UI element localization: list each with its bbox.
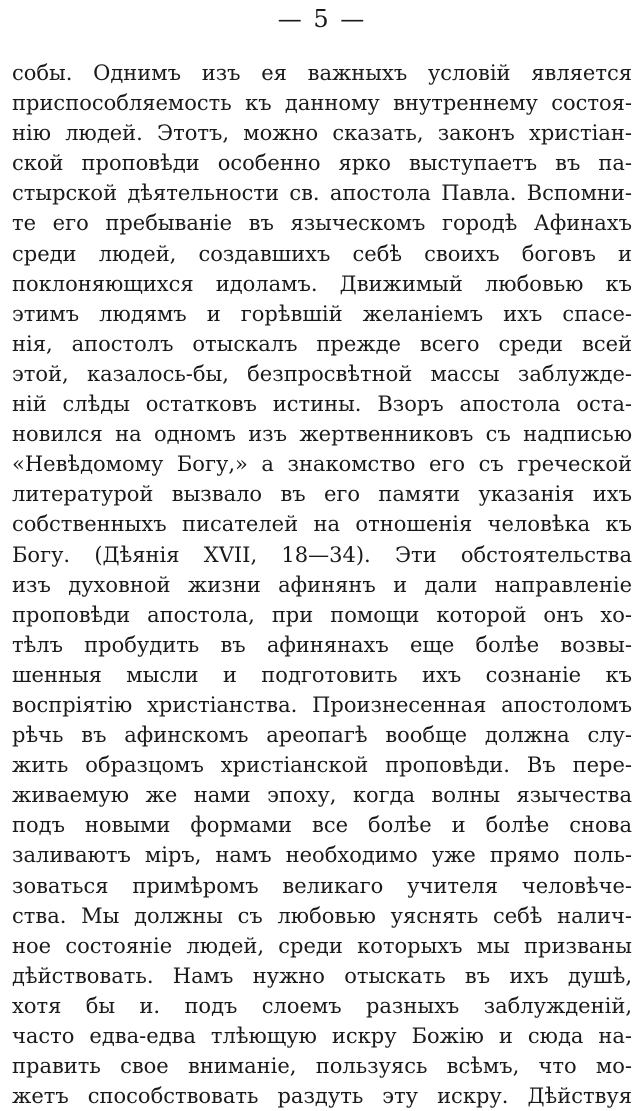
text-line: литературой вызвало въ его памяти указанія ихъ	[12, 482, 632, 507]
text-line: собы. Однимъ изъ ея важныхъ условій является	[12, 61, 632, 85]
text-line: ное состояніе людей, среди которыхъ мы призваны	[12, 933, 632, 958]
text-line: рѣчь въ афинскомъ ареопагѣ вообще должна слу-	[12, 723, 632, 748]
text-line: хотя бы и. подъ слоемъ разныхъ заблужденій,	[12, 993, 632, 1018]
text-line: шенныя мысли и подготовить ихъ сознаніе къ	[12, 662, 632, 687]
text-line: нія, апостолъ отыскалъ прежде всего среди всей	[12, 331, 632, 356]
text-line: те его пребываніе въ языческомъ городѣ Афинахъ	[12, 211, 632, 236]
text-line: этой, казалось-бы, безпросвѣтной массы заблужде-	[12, 361, 632, 386]
text-line: стырской дѣятельности св. апостола Павла. Вспомни-	[12, 181, 632, 206]
text-line: новился на одномъ изъ жертвенниковъ съ надписью	[12, 422, 632, 447]
body-text	[12, 58, 632, 1111]
text-line: подъ новыми формами все болѣе и болѣе снова	[12, 813, 632, 838]
text-line: тѣлъ пробудить въ афинянахъ еще болѣе возвы-	[12, 632, 632, 657]
page-number-header: — 5 —	[277, 5, 367, 33]
text-line: жить образцомъ христіанской проповѣди. Въ пере-	[12, 753, 632, 778]
text-line: зоваться примѣромъ великаго учителя человѣче-	[12, 873, 632, 898]
text-line: изъ духовной жизни афинянъ и дали направленіе	[12, 572, 632, 597]
text-line: «Невѣдомому Богу,» а знакомство его съ греческой	[12, 452, 632, 477]
text-line: жетъ способствовать раздуть эту искру. Дѣйствуя	[12, 1084, 632, 1109]
text-line: часто едва-едва тлѣющую искру Божію и сюда на-	[12, 1024, 632, 1048]
text-line: собственныхъ писателей на отношенія человѣка къ	[12, 512, 632, 537]
text-line: проповѣди апостола, при помощи которой онъ хо-	[12, 602, 632, 627]
text-line: этимъ людямъ и горѣвшій желаніемъ ихъ спасе-	[12, 301, 632, 326]
text-line: заливаютъ міръ, намъ необходимо уже прямо поль-	[12, 843, 632, 868]
text-line: дѣйствовать. Намъ нужно отыскать въ ихъ душѣ,	[12, 963, 632, 988]
text-line: среди людей, создавшихъ себѣ своихъ боговъ и	[12, 241, 632, 266]
text-line: Богу. (Дѣянія XVII, 18—34). Эти обстоятельства	[12, 542, 632, 567]
text-line: ской проповѣди особенно ярко выступаетъ въ па-	[12, 151, 632, 176]
text-line: приспособляемость къ данному внутреннему состоя-	[12, 91, 632, 116]
text-line: воспріятію христіанства. Произнесенная апостоломъ	[12, 692, 632, 717]
text-line: ства. Мы должны съ любовью уяснять себѣ налич-	[12, 903, 632, 928]
text-line: править свое вниманіе, пользуясь всѣмъ, что мо-	[12, 1054, 632, 1079]
text-line: живаемую же нами эпоху, когда волны язычества	[12, 783, 632, 808]
text-line: ній слѣды остатковъ истины. Взоръ апостола оста-	[12, 392, 632, 417]
text-line: поклоняющихся идоламъ. Движимый любовью къ	[12, 271, 632, 296]
text-line: нію людей. Этотъ, можно сказать, законъ христіан-	[12, 121, 632, 146]
